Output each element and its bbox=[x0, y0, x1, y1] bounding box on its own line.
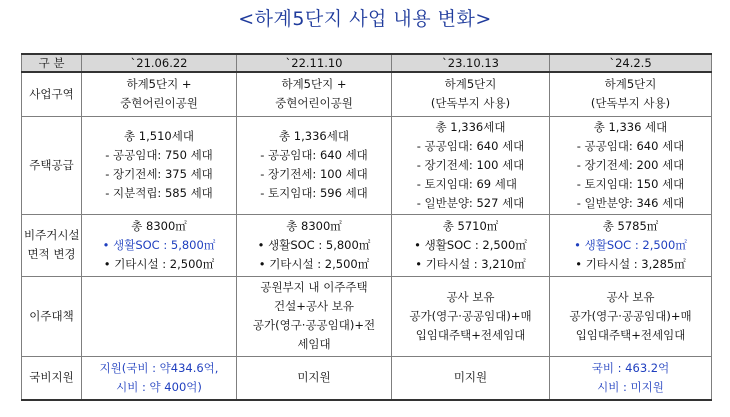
cell-housing-3: 총 1,336세대 - 공공임대: 640 세대 - 장기전세: 100 세대 - 토지임대: 69 세대 - 일반분양: 527 세대 bbox=[392, 116, 550, 214]
cell-funding-4: 국비 : 463.2억 시비 : 미지원 bbox=[550, 356, 712, 400]
row-housing bbox=[22, 116, 712, 214]
row-label-funding: 국비지원 bbox=[22, 356, 82, 400]
cell-housing-1: 총 1,510세대 - 공공임대: 750 세대 - 장기전세: 375 세대 - 지분적립: 585 세대 bbox=[82, 116, 237, 214]
header-date-4: `24.2.5 bbox=[550, 54, 712, 72]
cell-housing-2: 총 1,336세대 - 공공임대: 640 세대 - 장기전세: 100 세대 - 토지임대: 596 세대 bbox=[237, 116, 392, 214]
cell-area-4: 하계5단지 (단독부지 사용) bbox=[550, 72, 712, 116]
header-label: 구 분 bbox=[22, 54, 82, 72]
header-date-3: `23.10.13 bbox=[392, 54, 550, 72]
cell-relocation-1 bbox=[82, 276, 237, 356]
row-label-relocation: 이주대책 bbox=[22, 276, 82, 356]
cell-relocation-3: 공사 보유 공가(영구·공공임대)+매 입임대주택+전세임대 bbox=[392, 276, 550, 356]
cell-area-3: 하계5단지 (단독부지 사용) bbox=[392, 72, 550, 116]
row-label-housing: 주택공급 bbox=[22, 116, 82, 214]
cell-relocation-4: 공사 보유 공가(영구·공공임대)+매 입임대주택+전세임대 bbox=[550, 276, 712, 356]
cell-facility-1: 총 8300㎡ • 생활SOC : 5,800㎡ • 기타시설 : 2,500㎡ bbox=[82, 214, 237, 276]
header-row bbox=[22, 54, 712, 72]
cell-funding-3: 미지원 bbox=[392, 356, 550, 400]
cell-area-1: 하계5단지 + 중현어린이공원 bbox=[82, 72, 237, 116]
header-date-2: `22.11.10 bbox=[237, 54, 392, 72]
row-relocation bbox=[22, 276, 712, 356]
comparison-table bbox=[21, 53, 712, 401]
page-title: <하계5단지 사업 내용 변화> bbox=[238, 8, 492, 30]
header-date-1: `21.06.22 bbox=[82, 54, 237, 72]
row-label-area: 사업구역 bbox=[22, 72, 82, 116]
cell-funding-2: 미지원 bbox=[237, 356, 392, 400]
cell-facility-2: 총 8300㎡ • 생활SOC : 5,800㎡ • 기타시설 : 2,500㎡ bbox=[237, 214, 392, 276]
row-area bbox=[22, 72, 712, 116]
cell-facility-4: 총 5785㎡ • 생활SOC : 2,500㎡ • 기타시설 : 3,285㎡ bbox=[550, 214, 712, 276]
cell-relocation-2: 공원부지 내 이주주택 건설+공사 보유 공가(영구·공공임대)+전 세임대 bbox=[237, 276, 392, 356]
row-label-facility: 비주거시설 면적 변경 bbox=[22, 214, 82, 276]
row-facility bbox=[22, 214, 712, 276]
cell-housing-4: 총 1,336 세대 - 공공임대: 640 세대 - 장기전세: 200 세대 - 토지임대: 150 세대 - 일반분양: 346 세대 bbox=[550, 116, 712, 214]
row-funding bbox=[22, 356, 712, 400]
cell-area-2: 하계5단지 + 중현어린이공원 bbox=[237, 72, 392, 116]
cell-facility-3: 총 5710㎡ • 생활SOC : 2,500㎡ • 기타시설 : 3,210㎡ bbox=[392, 214, 550, 276]
cell-funding-1: 지원(국비 : 약434.6억, 시비 : 약 400억) bbox=[82, 356, 237, 400]
